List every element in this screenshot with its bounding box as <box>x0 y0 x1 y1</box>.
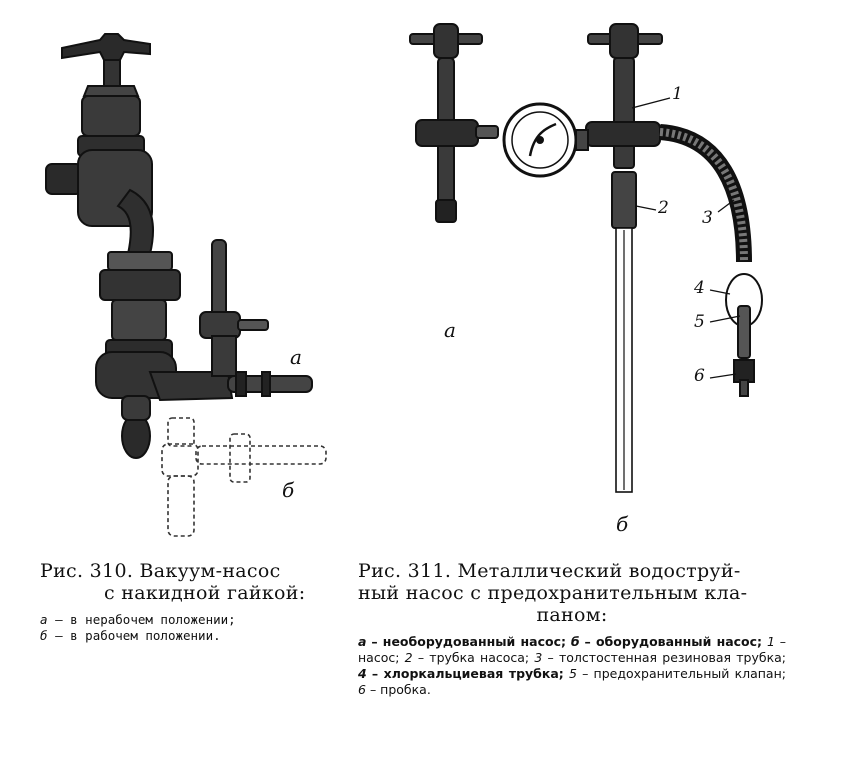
legend-item: 5 – предохранительный клапан; <box>568 666 786 681</box>
fig310-label-b: б <box>282 478 295 502</box>
caption-311-title-line3: паном: <box>536 604 608 626</box>
callout-5: 5 <box>694 312 705 332</box>
legend-item: б – в рабочем положении. <box>40 628 221 643</box>
caption-310-title-line1: Рис. 310. Вакуум-насос <box>40 560 281 582</box>
callout-4: 4 <box>694 278 705 298</box>
legend-item: 4 – хлоркальциевая трубка; <box>358 666 564 681</box>
caption-310 <box>40 560 340 644</box>
caption-310-title <box>40 560 340 604</box>
caption-311 <box>358 560 786 698</box>
legend-item: 2 – трубка насоса; <box>404 650 530 665</box>
vacuum-pump-drawing <box>0 0 360 550</box>
callout-2: 2 <box>658 198 669 218</box>
legend-item: 6 – пробка. <box>358 682 431 697</box>
legend-item: б – оборудованный насос; <box>570 634 763 649</box>
caption-310-legend <box>40 612 340 644</box>
legend-item: 1 – насос; <box>358 634 787 665</box>
caption-311-legend <box>358 634 786 698</box>
fig311-label-b: б <box>616 512 629 536</box>
figure-311 <box>380 0 846 550</box>
caption-311-title-line2: ный насос с предохранительным кла- <box>358 582 748 604</box>
legend-item: а – в нерабочем положении; <box>40 612 236 627</box>
caption-311-title <box>358 560 786 626</box>
callout-1: 1 <box>672 84 683 104</box>
water-jet-pump-drawing <box>380 0 846 550</box>
legend-item: 3 – толстостенная резиновая трубка; <box>534 650 787 665</box>
legend-item: а – необорудованный насос; <box>358 634 566 649</box>
callout-6: 6 <box>694 366 705 386</box>
figure-310 <box>0 0 360 550</box>
fig311-label-a: а <box>444 318 456 342</box>
caption-311-title-line1: Рис. 311. Металлический водоструй- <box>358 560 741 582</box>
callout-3: 3 <box>702 208 713 228</box>
fig310-label-a: а <box>290 345 302 369</box>
caption-310-title-line2: с накидной гайкой: <box>104 582 306 604</box>
